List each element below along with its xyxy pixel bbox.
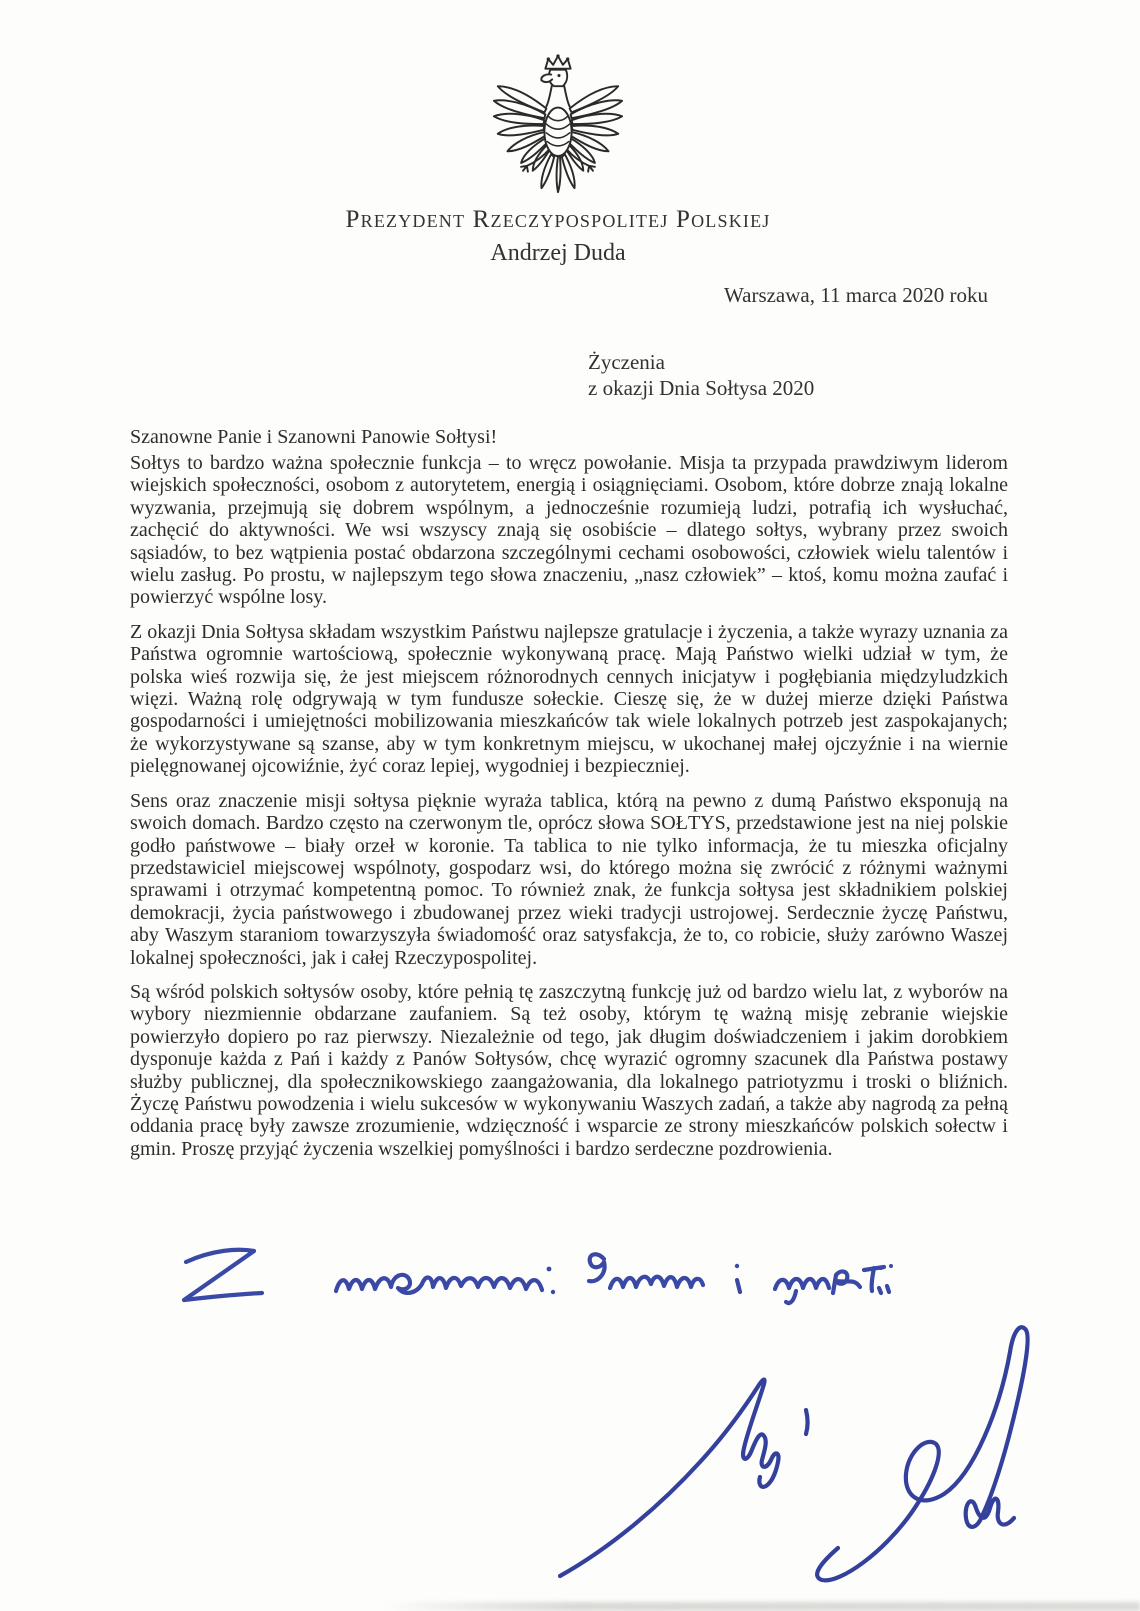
handwritten-ink-layer [0, 1230, 1140, 1611]
paragraph-4: Są wśród polskich sołtysów osoby, które pełnią tę zaszczytną funkcję już od bardzo wielu lat, z wyborów na wybory niezmiennie obdarzane zaufaniem. Są też osoby, którym tę ważną misję zebranie wiejskie powierzyło dopiero po raz pierwszy. Niezależnie od tego, jak długim doświadczeniem i jakim dorobkiem dysponuje każda z Pań i każdy z Panów Sołtysów, chcę wyrazić ogromny szacunek dla Państwa postawy służby publicznej, dla społecznikowskiego zaangażowania, dla lokalnego patriotyzmu i troski o bliźnich. Życzę Państwu powodzenia i wielu sukcesów w wykonywaniu Waszych zadań, a także aby nagrodą za pełną oddania pracę były zawsze zrozumienie, wdzięczność i wsparcie ze strony mieszkańców polskich sołectw i gmin. Proszę przyjąć życzenia wszelkiej pomyślności i bardzo serdeczne pozdrowienia. [130, 980, 1008, 1160]
letter-body [130, 452, 1008, 1172]
dateline: Warszawa, 11 marca 2020 roku [723, 283, 988, 307]
letterhead [0, 207, 1128, 266]
paragraph-1: Sołtys to bardzo ważna społecznie funkcja – to wręcz powołanie. Misja ta przypada prawdziwym liderom wiejskich społeczności, osobom z autorytetem, energią i osiągnięciami. Osobom, które dobrze znają lokalne wyzwania, przejmują się dobrem wspólnym, a jednocześnie rozumieją ludzi, potrafią ich wysłuchać, zachęcić do aktywności. We wsi wszyscy znają się osobiście – dlatego sołtys, wybrany przez swoich sąsiadów, to bez wątpienia postać obdarzona szczególnymi cechami osobowości, człowiek wielu talentów i wielu zasług. Po prostu, w najlepszym tego słowa znaczeniu, „nasz człowiek” – ktoś, komu można zaufać i powierzyć wspólne losy. [130, 452, 1008, 609]
scan-edge-artifact [380, 1602, 1140, 1611]
office-title: Prezydent Rzeczypospolitej Polskiej [345, 206, 771, 233]
salutation: Szanowne Panie i Szanowni Panowie Sołtysi! [130, 426, 498, 448]
paragraph-2: Z okazji Dnia Sołtysa składam wszystkim Państwu najlepsze gratulacje i życzenia, a także wyrazy uznania za Państwa ogromnie wartościową, społecznie wykonywaną pracę. Mają Państwo wielki udział w tym, że polska wieś rozwija się, że jest miejscem różnorodnych cennych inicjatyw i pogłębiania międzyludzkich więzi. Ważną rolę odgrywają w tym fundusze sołeckie. Cieszę się, że w dużej mierze dzięki Państwa gospodarności i umiejętności mobilizowania mieszkańców tak wiele lokalnych potrzeb jest zaspokajanych; że wykorzystywane są szanse, aby w tym konkretnym miejscu, w ukochanej małej ojczyźnie i na wiernie pielęgnowanej ojcowiźnie, żyć coraz lepiej, wygodniej i bezpieczniej. [130, 620, 1008, 778]
subject-line-2: z okazji Dnia Sołtysa 2020 [588, 376, 815, 400]
paragraph-3: Sens oraz znaczenie misji sołtysa pięknie wyraża tablica, którą na pewno z dumą Państwo eksponują na swoich domach. Bardzo często na czerwonym tle, oprócz słowa SOŁTYS, przedstawione jest na niej polskie godło państwowe – biały orzeł w koronie. Ta tablica to nie tylko informacja, że tu mieszka oficjalny przedstawiciel miejscowej wspólnoty, gospodarz wsi, do którego można się zwrócić z różnymi ważnymi sprawami i otrzymać kompetentną pomoc. To również znak, że funkcja sołtysa jest składnikiem polskiej demokracji, życia państwowego i zbudowanej przez wieki tradycji ustrojowej. Serdecznie życzę Państwu, aby Waszym staraniom towarzyszyła świadomość oraz satysfakcja, że to, co robicie, służy zarówno Waszej lokalnej społeczności, jak i całej Rzeczypospolitej. [130, 789, 1008, 969]
sender-name: Andrzej Duda [490, 240, 626, 266]
polish-eagle-icon [490, 54, 626, 200]
subject-block [588, 349, 814, 401]
coat-of-arms [490, 54, 626, 200]
subject-line-1: Życzenia [588, 350, 665, 374]
signature-scrawl [560, 1327, 1028, 1580]
handwritten-closing-scrawl [184, 1250, 893, 1303]
